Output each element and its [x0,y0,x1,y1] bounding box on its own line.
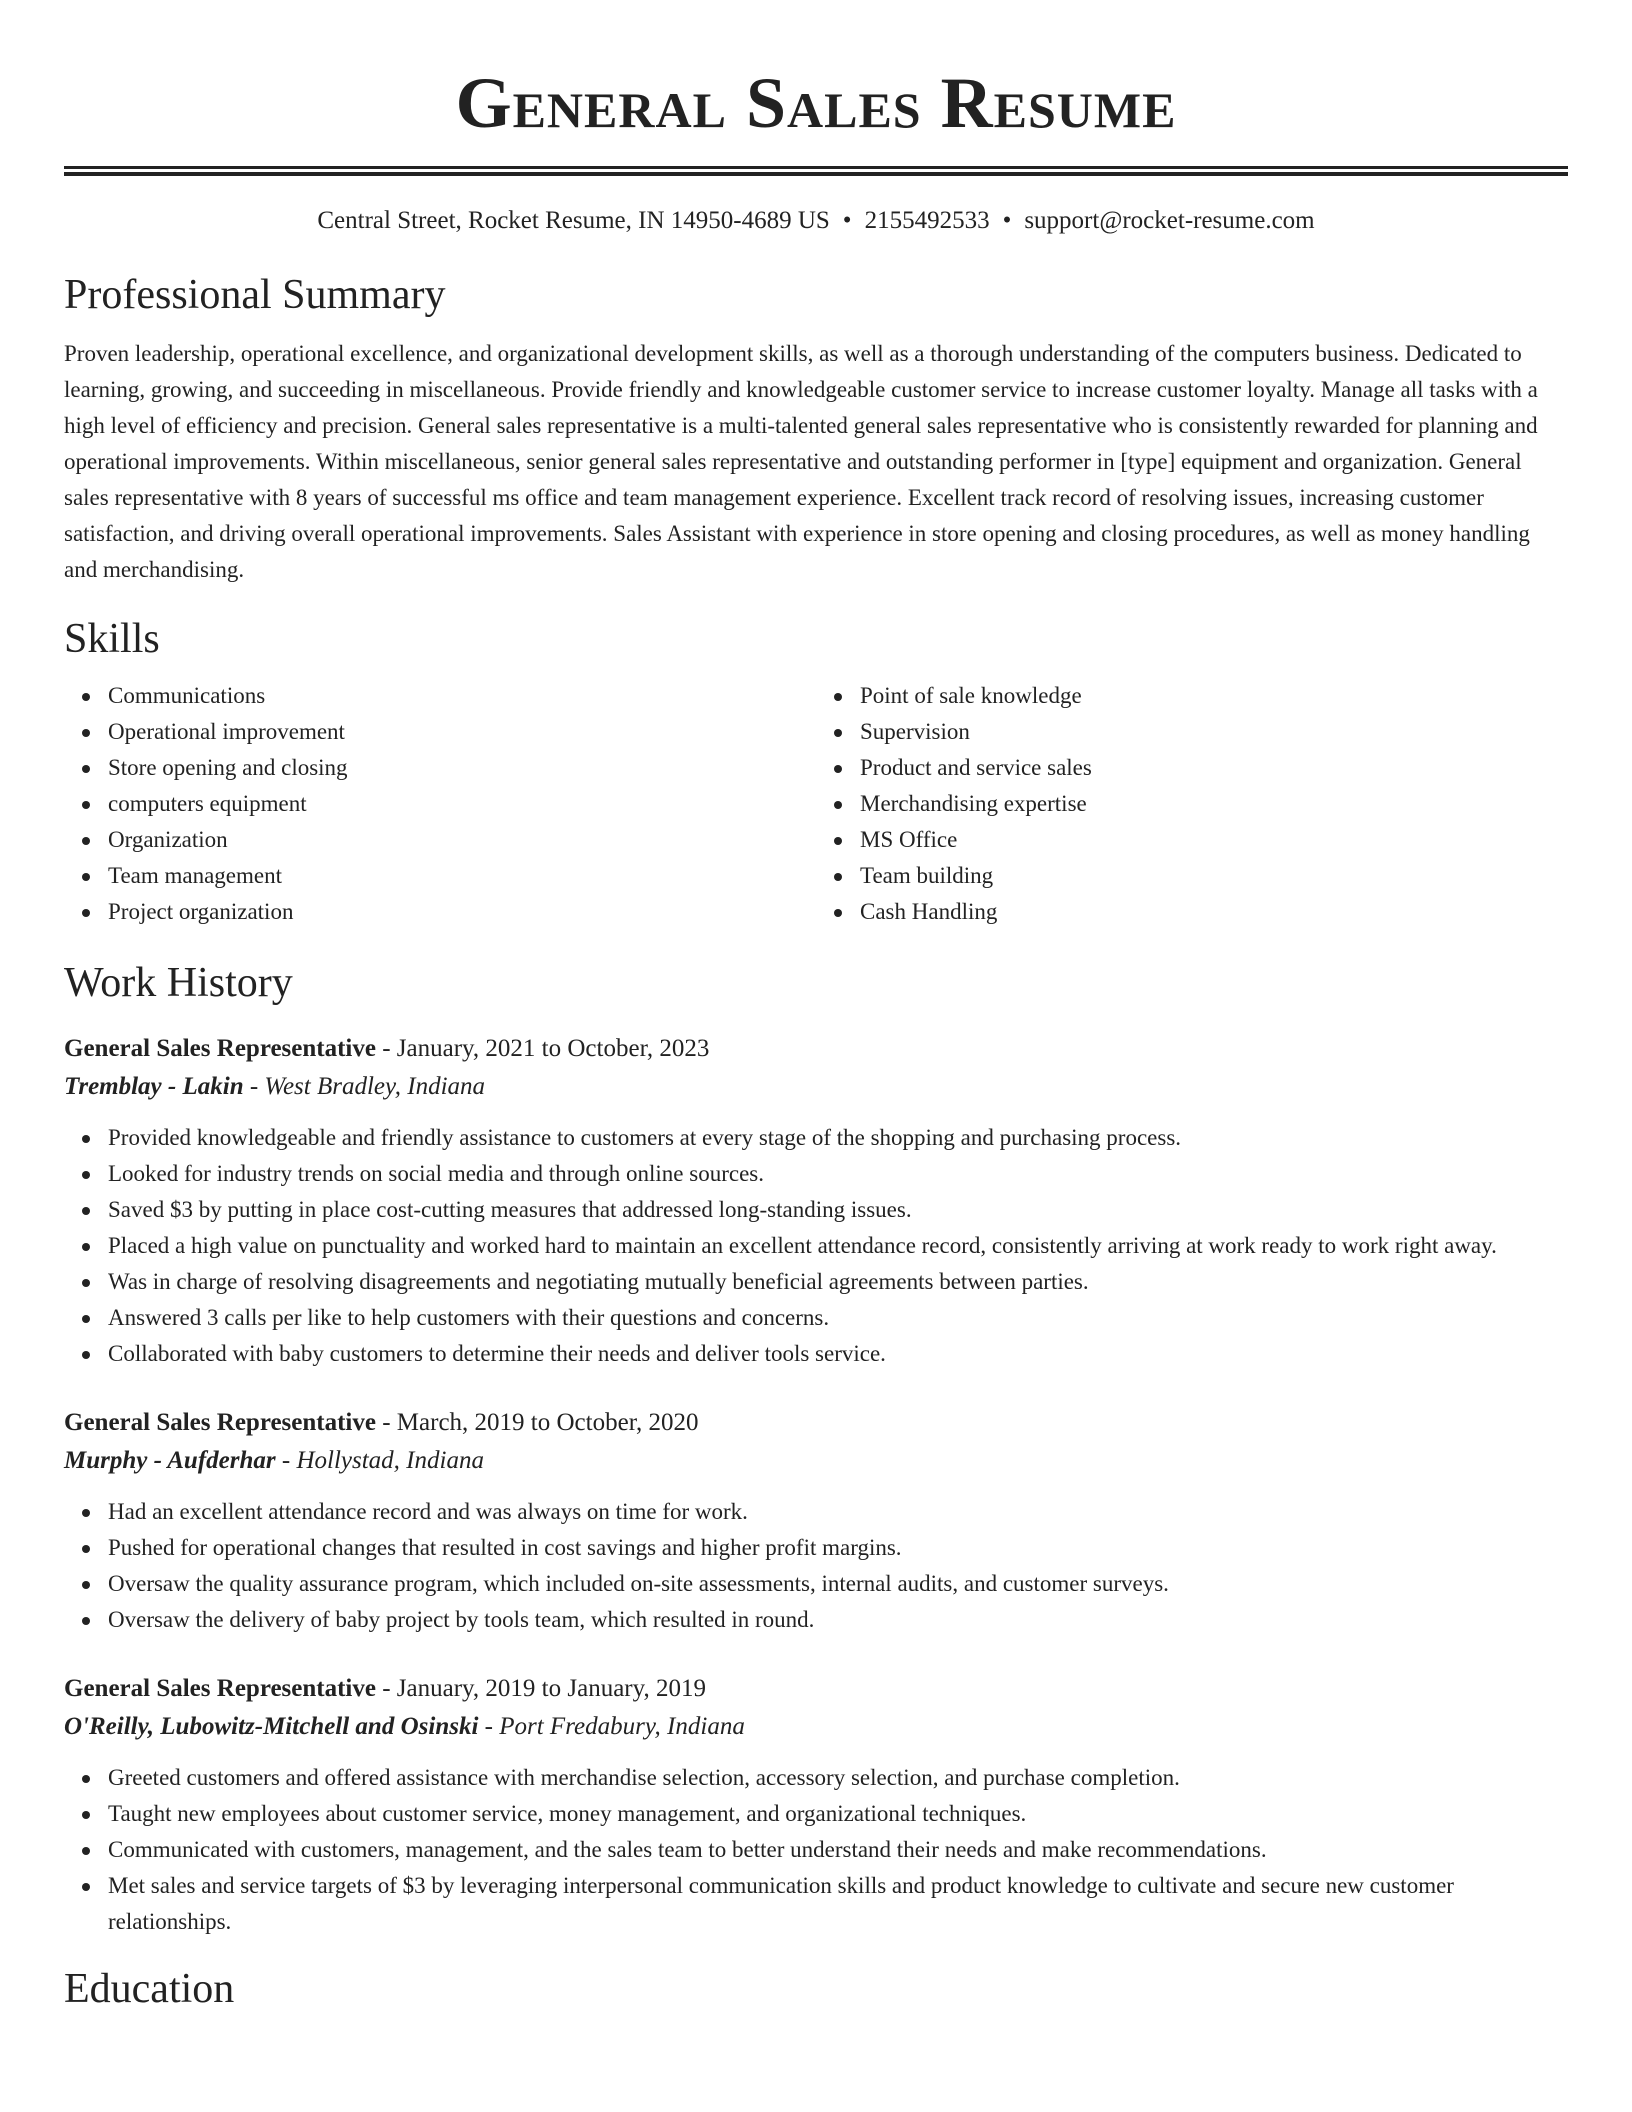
job-location: - Port Fredabury, Indiana [478,1713,745,1740]
job-bullet: Greeted customers and offered assistance with merchandise selection, accessory selection, and purchase completion. [108,1760,1568,1796]
job-bullet: Collaborated with baby customers to determine their needs and deliver tools service. [108,1336,1568,1372]
job-company: Murphy - Aufderhar [64,1447,276,1474]
skills-columns [64,678,1568,930]
job-bullet: Oversaw the quality assurance program, which included on-site assessments, internal audits, and customer surveys. [108,1566,1568,1602]
skill-item: Project organization [108,894,816,930]
contact-line [64,204,1568,238]
skill-item: Communications [108,678,816,714]
job-bullet: Had an excellent attendance record and was always on time for work. [108,1494,1568,1530]
contact-email: support@rocket-resume.com [1024,207,1315,234]
job-bullet: Oversaw the delivery of baby project by tools team, which resulted in round. [108,1602,1568,1638]
skill-item: Supervision [860,714,1568,750]
job-role: General Sales Representative [64,1409,376,1436]
job-dates: - March, 2019 to October, 2020 [375,1409,699,1436]
skill-item: Operational improvement [108,714,816,750]
contact-address: Central Street, Rocket Resume, IN 14950-4689 US [317,207,830,234]
job-bullet: Provided knowledgeable and friendly assistance to customers at every stage of the shopping and purchasing process. [108,1120,1568,1156]
job-role: General Sales Representative [64,1675,376,1702]
job-bullet: Communicated with customers, management, and the sales team to better understand their needs and make recommendations. [108,1832,1568,1868]
job-bullets [64,1120,1568,1372]
job-bullet: Taught new employees about customer service, money management, and organizational techniques. [108,1796,1568,1832]
skill-item: Product and service sales [860,750,1568,786]
skills-list-left [64,678,816,930]
job-dates: - January, 2019 to January, 2019 [375,1675,707,1702]
skills-list-right [816,678,1568,930]
job-title-line [64,1670,1568,1708]
skill-item: Merchandising expertise [860,786,1568,822]
employer-line [64,1442,1568,1480]
job-bullet: Looked for industry trends on social media and through online sources. [108,1156,1568,1192]
skill-item: Point of sale knowledge [860,678,1568,714]
work-history-heading: Work History [64,960,293,1006]
employer-line [64,1068,1568,1106]
skill-item: Cash Handling [860,894,1568,930]
contact-separator: • [1002,207,1012,234]
employer-line [64,1708,1568,1746]
resume-title: General Sales Resume [455,63,1177,143]
skill-item: Team management [108,858,816,894]
job-entry [64,1670,1568,1940]
skill-item: computers equipment [108,786,816,822]
job-dates: - January, 2021 to October, 2023 [375,1035,710,1062]
job-bullets [64,1760,1568,1940]
job-bullet: Pushed for operational changes that resulted in cost savings and higher profit margins. [108,1530,1568,1566]
job-bullet: Was in charge of resolving disagreements and negotiating mutually beneficial agreements between parties. [108,1264,1568,1300]
job-company: Tremblay - Lakin [64,1073,244,1100]
job-title-line [64,1030,1568,1068]
contact-separator: • [842,207,852,234]
contact-phone: 2155492533 [864,207,990,234]
summary-heading: Professional Summary [64,272,446,318]
job-location: - Hollystad, Indiana [275,1447,484,1474]
job-title-line [64,1404,1568,1442]
skill-item: MS Office [860,822,1568,858]
job-bullets [64,1494,1568,1638]
job-entry [64,1030,1568,1372]
skill-item: Organization [108,822,816,858]
education-heading: Education [64,1966,235,2012]
skill-item: Team building [860,858,1568,894]
job-role: General Sales Representative [64,1035,376,1062]
summary-text: Proven leadership, operational excellence, and organizational development skills, as well as a thorough understanding of the computers business. Dedicated to learning, growing, and succeeding in miscellaneous. Provide friendly and knowledgeable customer service to increase customer loyalty. Manage all tasks with a high level of efficiency and precision. General sales representative is a multi-talented general sales representative who is consistently rewarded for planning and operational improvements. Within miscellaneous, senior general sales representative and outstanding performer in [type] equipment and organization. General sales representative with 8 years of successful ms office and team management experience. Excellent track record of resolving issues, increasing customer satisfaction, and driving overall operational improvements. Sales Assistant with experience in store opening and closing procedures, as well as money handling and merchandising. [64,341,1538,582]
job-bullet: Placed a high value on punctuality and worked hard to maintain an excellent attendance record, consistently arriving at work ready to work right away. [108,1228,1568,1264]
skill-item: Store opening and closing [108,750,816,786]
job-bullet: Saved $3 by putting in place cost-cutting measures that addressed long-standing issues. [108,1192,1568,1228]
job-company: O'Reilly, Lubowitz-Mitchell and Osinski [64,1713,479,1740]
job-entry [64,1404,1568,1638]
job-bullet: Answered 3 calls per like to help customers with their questions and concerns. [108,1300,1568,1336]
job-bullet: Met sales and service targets of $3 by leveraging interpersonal communication skills and product knowledge to cultivate and secure new customer relationships. [108,1868,1568,1940]
skills-heading: Skills [64,616,160,662]
job-location: - West Bradley, Indiana [243,1073,486,1100]
title-double-rule [64,166,1568,176]
